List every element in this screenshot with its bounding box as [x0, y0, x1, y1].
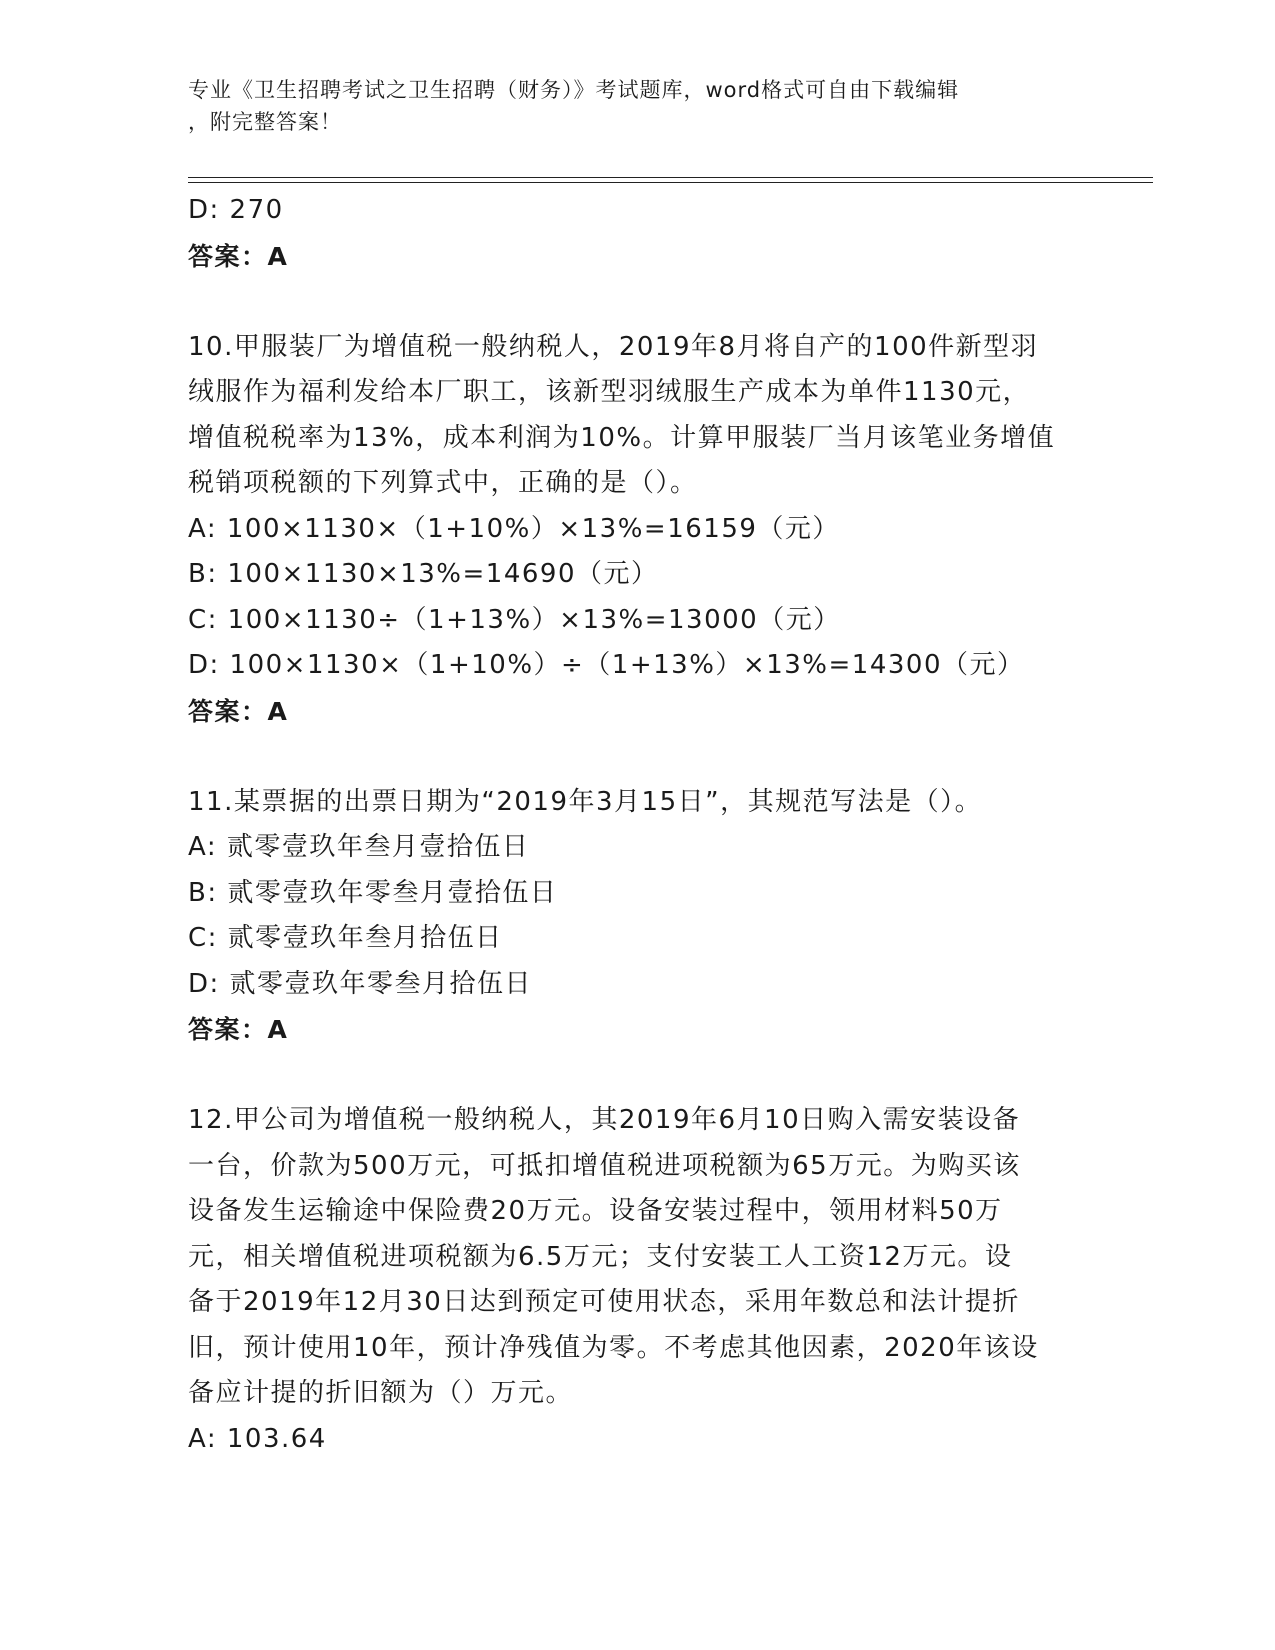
header-divider-bottom [188, 182, 1153, 183]
prev-question [188, 188, 1078, 279]
header-line-2: ，附完整答案！ [188, 110, 342, 134]
document-header [188, 74, 1068, 138]
question-text-line: 绒服作为福利发给本厂职工，该新型羽绒服生产成本为单件1130元， [188, 377, 1031, 407]
question-text-line: 备应计提的折旧额为（）万元。 [188, 1378, 574, 1408]
option-b: B: 贰零壹玖年零叁月壹拾伍日 [188, 877, 558, 908]
spacer [188, 734, 1078, 780]
question-text-line: 11.某票据的出票日期为“2019年3月15日”，其规范写法是（）。 [188, 786, 983, 817]
option-a: A: 100×1130×（1+10%）×13%=16159（元） [188, 513, 840, 544]
spacer [188, 279, 1078, 325]
option-b: B: 100×1130×13%=14690（元） [188, 559, 659, 589]
option-c: C: 100×1130÷（1+13%）×13%=13000（元） [188, 604, 841, 635]
question-12 [188, 1098, 1078, 1462]
option-d: D: 100×1130×（1+10%）÷（1+13%）×13%=14300（元） [188, 650, 1025, 680]
option-a: A: 贰零壹玖年叁月壹拾伍日 [188, 832, 530, 862]
question-text-line: 元，相关增值税进项税额为6.5万元；支付安装工人工资12万元。设 [188, 1241, 1013, 1272]
question-text-line: 旧，预计使用10年，预计净残值为零。不考虑其他因素，2020年该设 [188, 1332, 1039, 1363]
option-d: D: 270 [188, 195, 284, 225]
question-10 [188, 325, 1078, 735]
answer-label: 答案：A [188, 241, 289, 271]
question-text-line: 备于2019年12月30日达到预定可使用状态，采用年数总和法计提折 [188, 1287, 1020, 1317]
question-text-line: 增值税税率为13%，成本利润为10%。计算甲服装厂当月该笔业务增值 [188, 422, 1056, 453]
spacer [188, 1053, 1078, 1099]
question-text-line: 税销项税额的下列算式中，正确的是（）。 [188, 468, 698, 498]
header-divider-top [188, 177, 1153, 178]
option-d: D: 贰零壹玖年零叁月拾伍日 [188, 968, 533, 999]
question-text-line: 设备发生运输途中保险费20万元。设备安装过程中，领用材料50万 [188, 1196, 1003, 1226]
header-line-1: 专业《卫生招聘考试之卫生招聘（财务）》考试题库，word格式可自由下载编辑 [188, 78, 960, 102]
option-c: C: 贰零壹玖年叁月拾伍日 [188, 923, 503, 953]
question-content [188, 188, 1078, 1462]
answer-label: 答案：A [188, 696, 289, 726]
question-text-line: 一台，价款为500万元，可抵扣增值税进项税额为65万元。为购买该 [188, 1150, 1021, 1181]
question-11 [188, 780, 1078, 1053]
question-text-line: 10.甲服装厂为增值税一般纳税人，2019年8月将自产的100件新型羽 [188, 331, 1039, 362]
option-a: A: 103.64 [188, 1423, 327, 1454]
answer-label: 答案：A [188, 1015, 289, 1044]
question-text-line: 12.甲公司为增值税一般纳税人，其2019年6月10日购入需安装设备 [188, 1105, 1021, 1135]
